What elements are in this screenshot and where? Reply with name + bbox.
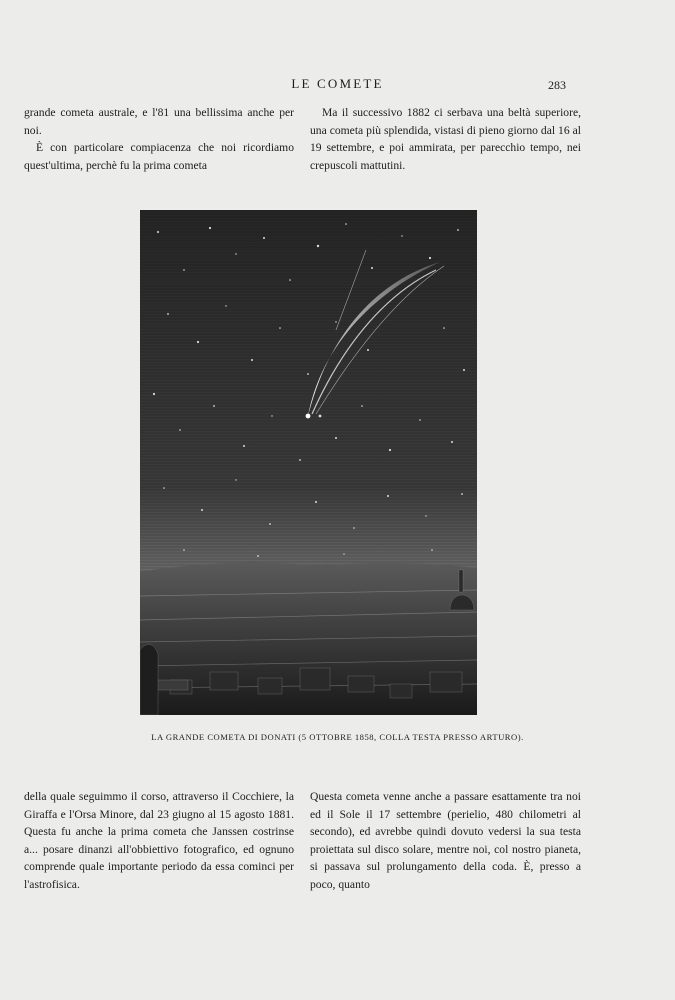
bottom-right-column (310, 788, 581, 893)
page-number: 283 (548, 78, 566, 92)
paragraph: Ma il successivo 1882 ci serbava una beltà superiore, una cometa più splendida, vistasi di pieno giorno dal 16 al 19 settembre, e poi ammirata, per parecchio tempo, nei crepuscoli mattutini. (310, 106, 581, 172)
top-right-column (310, 104, 581, 174)
paragraph: Questa cometa venne anche a passare esattamente tra noi ed il Sole il 17 settembre (perielio, 480 chilometri al secondo), ed avrebbe quindi dovuto vedersi la sua testa proiettata sul disco solare, mentre noi, col nostro pianeta, si passava sul prolungamento della coda. È, presso a poco, quanto (310, 790, 581, 891)
top-left-column (24, 104, 294, 174)
bottom-left-column (24, 788, 294, 893)
running-title: LE COMETE (291, 76, 384, 91)
paragraph: È con particolare compiacenza che noi ricordiamo quest'ultima, perchè fu la prima cometa (24, 141, 294, 172)
figure-caption: LA GRANDE COMETA DI DONATI (5 OTTOBRE 1858, COLLA TESTA PRESSO ARTURO). (151, 732, 524, 742)
comet-engraving (140, 210, 477, 715)
paragraph: grande cometa australe, e l'81 una bellissima anche per noi. (24, 106, 294, 137)
paragraph: della quale seguimmo il corso, attraverso il Cocchiere, la Giraffa e l'Orsa Minore, dal 23 giugno al 15 agosto 1881. Questa fu anche la prima cometa che Janssen costrinse a... posare dinanzi all'obbiettivo fotografico, ed ognuno comprende quale importante periodo da essa cominci per l'astrofisica. (24, 790, 294, 891)
engraving-hatching (140, 210, 477, 580)
